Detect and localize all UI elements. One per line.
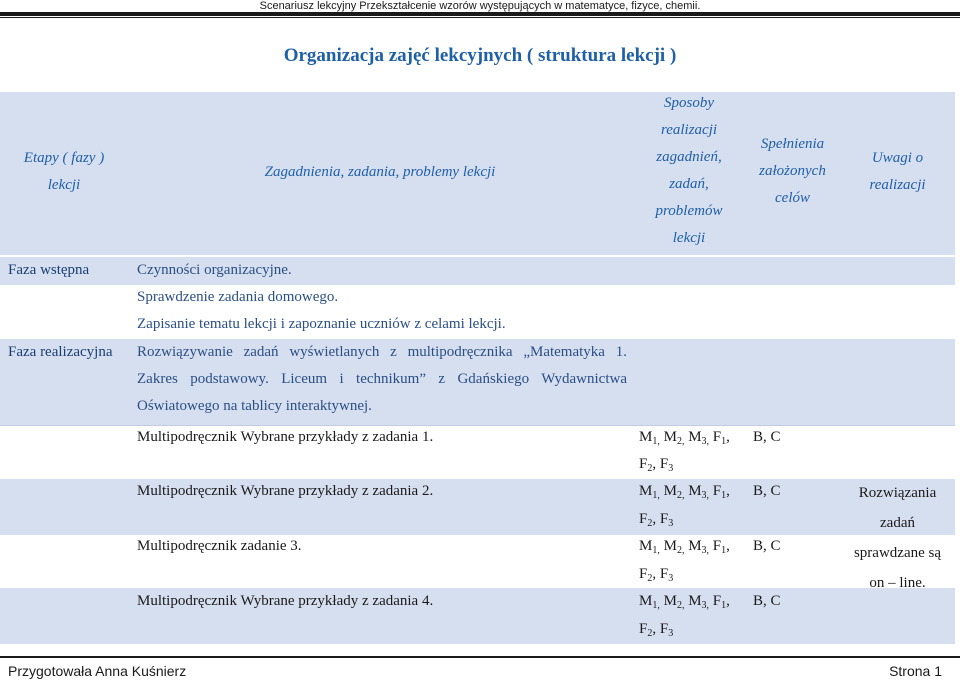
header-col-zagadnienia: Zagadnienia, zadania, problemy lekcji — [264, 164, 496, 180]
task-4-methods-line-2: $F_2$, $F_3$ — [639, 621, 674, 639]
faza-realizacyjna-label: Faza realizacyjna — [8, 344, 113, 360]
header-col-sposoby: Sposoby realizacji zagadnień, zadań, problemów lekcji — [655, 95, 723, 246]
task-1-methods-line-2: $F_2$, $F_3$ — [639, 456, 674, 474]
task-1-methods-line-1: $M_{1,}$ $M_{2,}$ $M_{3,}$ $F_1$, — [639, 429, 730, 447]
faza-realizacyjna-intro-3: Oświatowego na tablicy interaktywnej. — [137, 398, 372, 414]
footer-author: Przygotowała Anna Kuśnierz — [8, 663, 187, 679]
faza-wstepna-line-2: Sprawdzenie zadania domowego. — [137, 289, 339, 305]
task-4-methods-line-1: $M_{1,}$ $M_{2,}$ $M_{3,}$ $F_1$, — [639, 593, 730, 611]
header-rule-thin — [0, 17, 960, 18]
remarks: Rozwiązania zadań sprawdzane są on – line. — [853, 485, 942, 591]
task-3-goals: B, C — [753, 538, 781, 554]
task-3-text: Multipodręcznik zadanie 3. — [137, 538, 302, 554]
task-4-goals: B, C — [753, 593, 781, 609]
footer-rule — [0, 656, 960, 658]
task-2-goals: B, C — [753, 483, 781, 499]
task-1-goals: B, C — [753, 429, 781, 445]
faza-realizacyjna-intro-1: Rozwiązywanie zadań wyświetlanych z multipodręcznika „Matematyka 1. — [137, 344, 627, 360]
task-2-methods-line-2: $F_2$, $F_3$ — [639, 511, 674, 529]
footer-page-number: Strona 1 — [889, 663, 942, 679]
task-1-text: Multipodręcznik Wybrane przykłady z zadania 1. — [137, 429, 434, 445]
page-title: Organizacja zajęć lekcyjnych ( struktura lekcji ) — [283, 45, 677, 66]
task-2-text: Multipodręcznik Wybrane przykłady z zadania 2. — [137, 483, 434, 499]
header-col-etapy: Etapy ( fazy ) lekcji — [23, 150, 105, 193]
task-2-methods-line-1: $M_{1,}$ $M_{2,}$ $M_{3,}$ $F_1$, — [639, 483, 730, 501]
task-3-methods-line-1: $M_{1,}$ $M_{2,}$ $M_{3,}$ $F_1$, — [639, 538, 730, 556]
faza-wstepna-label: Faza wstępna — [8, 262, 90, 278]
page-header: Scenariusz lekcyjny Przekształcenie wzorów występujących w matematyce, fizyce, chemii. — [259, 0, 701, 12]
task-4-text: Multipodręcznik Wybrane przykłady z zadania 4. — [137, 593, 434, 609]
faza-realizacyjna-intro-2: Zakres podstawowy. Liceum i technikum” z Gdańskiego Wydawnictwa — [137, 371, 627, 387]
task-3-methods-line-2: $F_2$, $F_3$ — [639, 566, 674, 584]
header-col-spelnienia: Spełnienia założonych celów — [759, 136, 826, 206]
header-col-uwagi: Uwagi o realizacji — [869, 150, 926, 193]
faza-wstepna-line-1: Czynności organizacyjne. — [137, 262, 292, 278]
header-rule — [0, 12, 960, 16]
faza-wstepna-line-3: Zapisanie tematu lekcji i zapoznanie uczniów z celami lekcji. — [137, 316, 506, 332]
